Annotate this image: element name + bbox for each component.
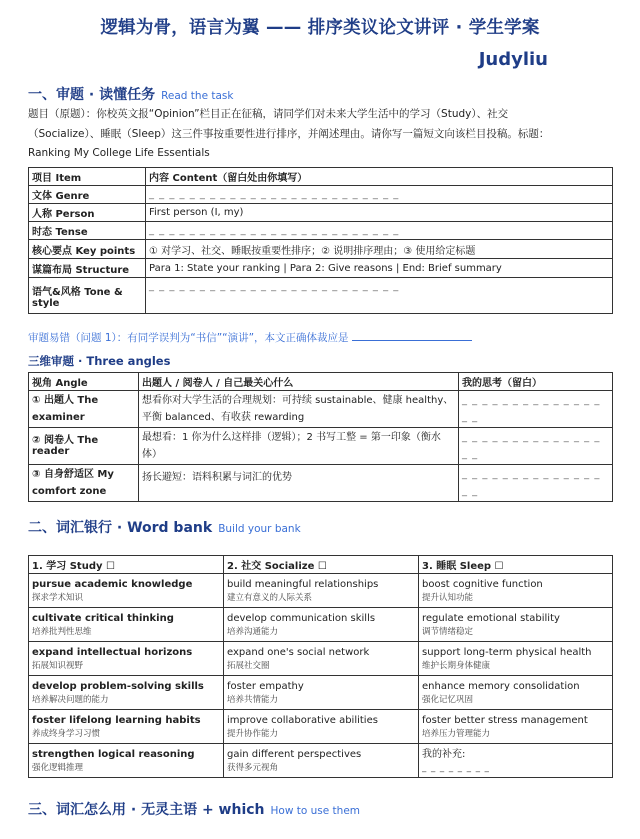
- phrase-zh: 调节情绪稳定: [422, 626, 474, 637]
- section3-heading: [28, 799, 360, 819]
- table-row: [29, 240, 613, 259]
- angle-label: ② 阅卷人 The reader: [29, 428, 139, 465]
- angle-label: ① 出题人 The examiner: [29, 391, 139, 428]
- phrase-zh: 强化记忆巩固: [422, 694, 474, 705]
- table-row: [29, 676, 613, 710]
- table-row: [29, 574, 613, 608]
- section2-title: 二、词汇银行 · Word bank: [28, 520, 213, 536]
- my-thinking-blank[interactable]: _ _ _ _ _ _ _ _ _ _ _ _ _ _ _ _: [459, 391, 613, 428]
- study-column-header: 1. 学习 Study ☐: [29, 556, 224, 574]
- angles-table-header: 视角 Angle: [29, 373, 139, 391]
- phrase-en: develop communication skills: [227, 612, 376, 624]
- table-row: [29, 710, 613, 744]
- socialize-column-header: 2. 社交 Socialize ☐: [224, 556, 419, 574]
- phrase-en: strengthen logical reasoning: [32, 748, 195, 760]
- angle-focus: 最想看：1 你为什么这样排（逻辑）；2 书写工整 = 第一印象（衡水体）: [139, 428, 459, 465]
- phrase-zh: 培养沟通能力: [227, 626, 279, 637]
- item-label: 文体 Genre: [29, 186, 146, 204]
- table-row: [29, 278, 613, 314]
- my-addition-label: 我的补充:: [422, 748, 466, 760]
- table-row: [29, 204, 613, 222]
- table-row: [29, 186, 613, 204]
- item-label: 谋篇布局 Structure: [29, 259, 146, 278]
- phrase-en: improve collaborative abilities: [227, 714, 378, 726]
- word-bank-table: [28, 555, 613, 778]
- task-table-header: 项目 Item: [29, 168, 146, 186]
- angles-table-header: 出题人 / 阅卷人 / 自己最关心什么: [139, 373, 459, 391]
- fill-blank[interactable]: _ _ _ _ _ _ _ _ _ _ _ _ _ _ _ _ _ _ _ _ _ _ _ _ _: [146, 278, 613, 314]
- table-row: [29, 428, 613, 465]
- section1-heading: [28, 84, 233, 104]
- phrase-zh: 培养压力管理能力: [422, 728, 491, 739]
- item-content: Para 1: State your ranking | Para 2: Give reasons | End: Brief summary: [146, 259, 613, 278]
- prompt-line-3: Ranking My College Life Essentials: [28, 147, 210, 159]
- phrase-en: expand one's social network: [227, 646, 370, 658]
- phrase-zh: 拓展社交圈: [227, 660, 270, 671]
- author-name: Judyliu: [478, 49, 548, 70]
- phrase-en: build meaningful relationships: [227, 578, 379, 590]
- phrase-en: develop problem-solving skills: [32, 680, 204, 692]
- answer-blank[interactable]: [352, 330, 472, 341]
- table-row: [29, 465, 613, 502]
- item-label: 时态 Tense: [29, 222, 146, 240]
- phrase-zh: 建立有意义的人际关系: [227, 592, 313, 603]
- my-thinking-blank[interactable]: _ _ _ _ _ _ _ _ _ _ _ _ _ _ _ _: [459, 465, 613, 502]
- angles-table: [28, 372, 613, 502]
- phrase-en: regulate emotional stability: [422, 612, 560, 624]
- phrase-en: enhance memory consolidation: [422, 680, 580, 692]
- phrase-zh: 提升认知功能: [422, 592, 474, 603]
- phrase-en: support long-term physical health: [422, 646, 592, 658]
- angle-focus: 扬长避短：语料积累与词汇的优势: [139, 465, 459, 502]
- item-content: ① 对学习、社交、睡眠按重要性排序；② 说明排序理由；③ 使用给定标题: [146, 240, 613, 259]
- my-addition-blank[interactable]: _ _ _ _ _ _ _ _: [422, 762, 490, 773]
- fill-blank[interactable]: _ _ _ _ _ _ _ _ _ _ _ _ _ _ _ _ _ _ _ _ _ _ _ _ _: [146, 186, 613, 204]
- section3-title-en: How to use them: [270, 805, 361, 817]
- table-row: [29, 259, 613, 278]
- phrase-en: gain different perspectives: [227, 748, 362, 760]
- angle-focus: 想看你对大学生活的合理规划：可持续 sustainable、健康 healthy、平衡 balanced、有收获 rewarding: [139, 391, 459, 428]
- phrase-zh: 养成终身学习习惯: [32, 728, 101, 739]
- table-row: [29, 642, 613, 676]
- table-row: [29, 391, 613, 428]
- phrase-zh: 培养共情能力: [227, 694, 279, 705]
- item-content: First person (I, my): [146, 204, 613, 222]
- phrase-zh: 探求学术知识: [32, 592, 84, 603]
- phrase-zh: 获得多元视角: [227, 762, 279, 773]
- angles-table-header: 我的思考（留白）: [459, 373, 613, 391]
- table-row: [29, 222, 613, 240]
- prompt-line-2: （Socialize）、睡眠（Sleep）这三件事按重要性进行排序，并阐述理由。请你写一篇短文向该栏目投稿。标题：: [28, 127, 550, 140]
- phrase-zh: 维护长期身体健康: [422, 660, 491, 671]
- phrase-en: foster lifelong learning habits: [32, 714, 201, 726]
- angle-label: ③ 自身舒适区 My comfort zone: [29, 465, 139, 502]
- task-prompt: [28, 105, 612, 164]
- table-row: [29, 608, 613, 642]
- note-text: 审题易错（问题 1）：有同学误判为“书信”“演讲”，本文正确体裁应是: [28, 332, 349, 344]
- section3-title: 三、词汇怎么用 · 无灵主语 + which: [28, 802, 265, 818]
- phrase-zh: 提升协作能力: [227, 728, 279, 739]
- phrase-en: foster better stress management: [422, 714, 588, 726]
- phrase-en: cultivate critical thinking: [32, 612, 174, 624]
- sleep-column-header: 3. 睡眠 Sleep ☐: [419, 556, 613, 574]
- section1-title: 一、审题 · 读懂任务: [28, 87, 156, 103]
- task-table: [28, 167, 613, 314]
- phrase-zh: 培养解决问题的能力: [32, 694, 109, 705]
- item-label: 人称 Person: [29, 204, 146, 222]
- item-label: 核心要点 Key points: [29, 240, 146, 259]
- section2-title-en: Build your bank: [218, 523, 301, 535]
- task-table-header: 内容 Content（留白处由你填写）: [146, 168, 613, 186]
- item-label: 语气&风格 Tone & style: [29, 278, 146, 314]
- three-angles-heading: 三维审题 · Three angles: [28, 354, 171, 368]
- section1-title-en: Read the task: [161, 90, 234, 102]
- table-row: [29, 744, 613, 778]
- phrase-en: pursue academic knowledge: [32, 578, 193, 590]
- page-title: 逻辑为骨，语言为翼 —— 排序类议论文讲评 · 学生学案: [100, 18, 540, 38]
- phrase-en: boost cognitive function: [422, 578, 543, 590]
- common-error-note: [28, 330, 472, 345]
- phrase-zh: 拓展知识视野: [32, 660, 84, 671]
- prompt-line-1: 题目（原题）：你校英文报“Opinion”栏目正在征稿，请同学们对未来大学生活中的学习（Study）、社交: [28, 108, 509, 120]
- phrase-en: foster empathy: [227, 680, 304, 692]
- section2-heading: [28, 517, 301, 537]
- phrase-zh: 强化逻辑推理: [32, 762, 84, 773]
- phrase-en: expand intellectual horizons: [32, 646, 193, 658]
- fill-blank[interactable]: _ _ _ _ _ _ _ _ _ _ _ _ _ _ _ _ _ _ _ _ _ _ _ _ _: [146, 222, 613, 240]
- phrase-zh: 培养批判性思维: [32, 626, 92, 637]
- my-thinking-blank[interactable]: _ _ _ _ _ _ _ _ _ _ _ _ _ _ _ _: [459, 428, 613, 465]
